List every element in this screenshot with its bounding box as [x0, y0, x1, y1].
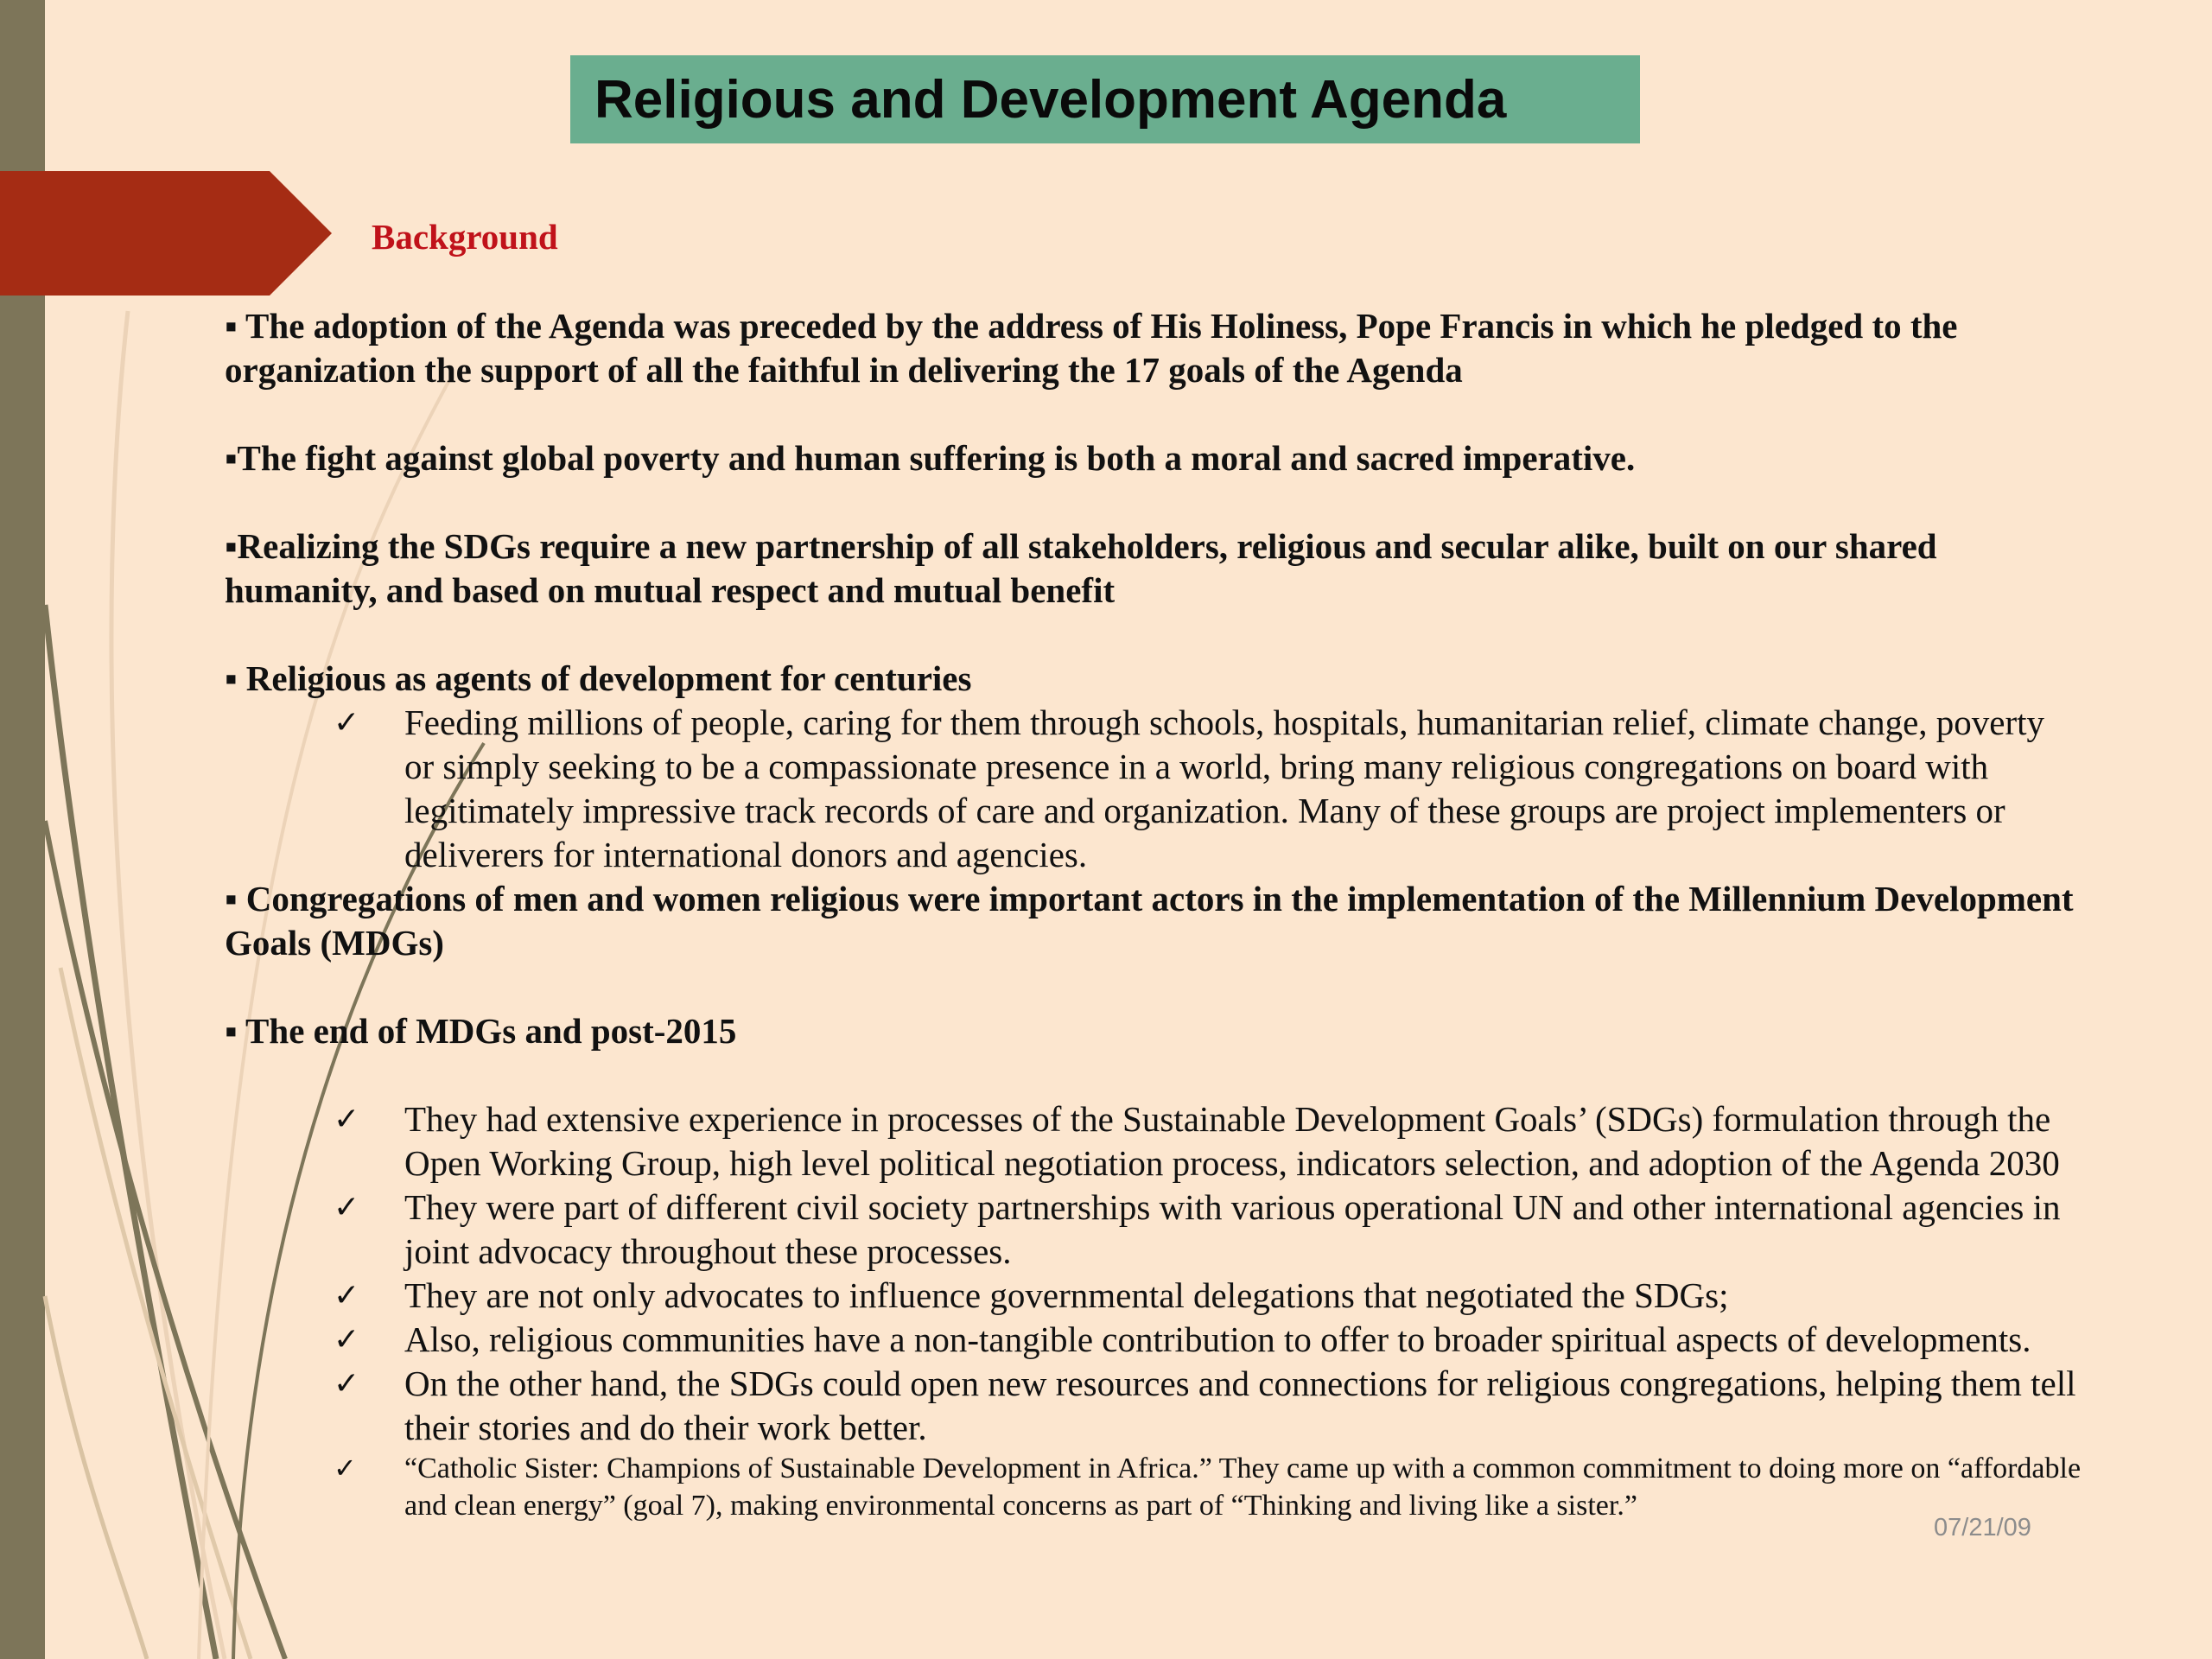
checkmark-icon: ✓ — [334, 1190, 360, 1225]
check-item: ✓ They are not only advocates to influence governmental delegations that negotiated the SDGs; — [225, 1274, 2082, 1318]
checkmark-icon: ✓ — [334, 1322, 360, 1357]
checkmark-icon: ✓ — [334, 1278, 360, 1313]
slide-content — [225, 304, 2082, 1524]
checkmark-icon: ✓ — [334, 1102, 360, 1137]
page-title: Religious and Development Agenda — [594, 69, 1507, 130]
bullet-item: ▪ The adoption of the Agenda was preceded by the address of His Holiness, Pope Francis in which he pledged to the organization the support of all the faithful in delivering the 17 goals of the Agenda — [225, 306, 1958, 390]
section-label: Background — [372, 217, 558, 257]
bullet-item: ▪ Religious as agents of development for centuries — [225, 658, 972, 698]
bullet-item: ▪ Congregations of men and women religious were important actors in the implementation of the Millennium Development Goals (MDGs) — [225, 879, 2074, 963]
title-banner — [570, 55, 1640, 143]
slide-date: 07/21/09 — [1934, 1514, 2031, 1541]
check-item: ✓ Also, religious communities have a non-tangible contribution to offer to broader spiritual aspects of developments. — [225, 1318, 2082, 1362]
check-item: ✓ Feeding millions of people, caring for them through schools, hospitals, humanitarian relief, climate change, poverty or simply seeking to be a compassionate presence in a world, bring many religious congregations on board with legitimately impressive track records of care and organization. Many of these groups are project implementers or deliverers for international donors and agencies. — [334, 702, 2045, 874]
section-arrow — [0, 171, 332, 296]
check-item: ✓ On the other hand, the SDGs could open new resources and connections for religious congregations, helping them tell their stories and do their work better. — [334, 1363, 2076, 1447]
bullet-item: ▪The fight against global poverty and human suffering is both a moral and sacred imperative. — [225, 438, 1636, 478]
check-item: ✓ They had extensive experience in processes of the Sustainable Development Goals’ (SDGs) formulation through the Open Working Group, high level political negotiation process, indicators selection, and adoption of the Agenda 2030 — [334, 1099, 2060, 1183]
check-item: ✓ They were part of different civil society partnerships with various operational UN and other international agencies in joint advocacy throughout these processes. — [334, 1187, 2061, 1271]
checkmark-icon: ✓ — [334, 705, 360, 741]
bullet-item: ▪ The end of MDGs and post-2015 — [225, 1011, 737, 1051]
checkmark-icon: ✓ — [334, 1452, 357, 1484]
check-item: ✓ “Catholic Sister: Champions of Sustainable Development in Africa.” They came up with a common commitment to doing more on “affordable and clean energy” (goal 7), making environmental concerns as part of “Thinking and living like a sister.” — [334, 1452, 2082, 1522]
checkmark-icon: ✓ — [334, 1366, 360, 1402]
bullet-item: ▪Realizing the SDGs require a new partnership of all stakeholders, religious and secular alike, built on our shared humanity, and based on mutual respect and mutual benefit — [225, 526, 1937, 610]
